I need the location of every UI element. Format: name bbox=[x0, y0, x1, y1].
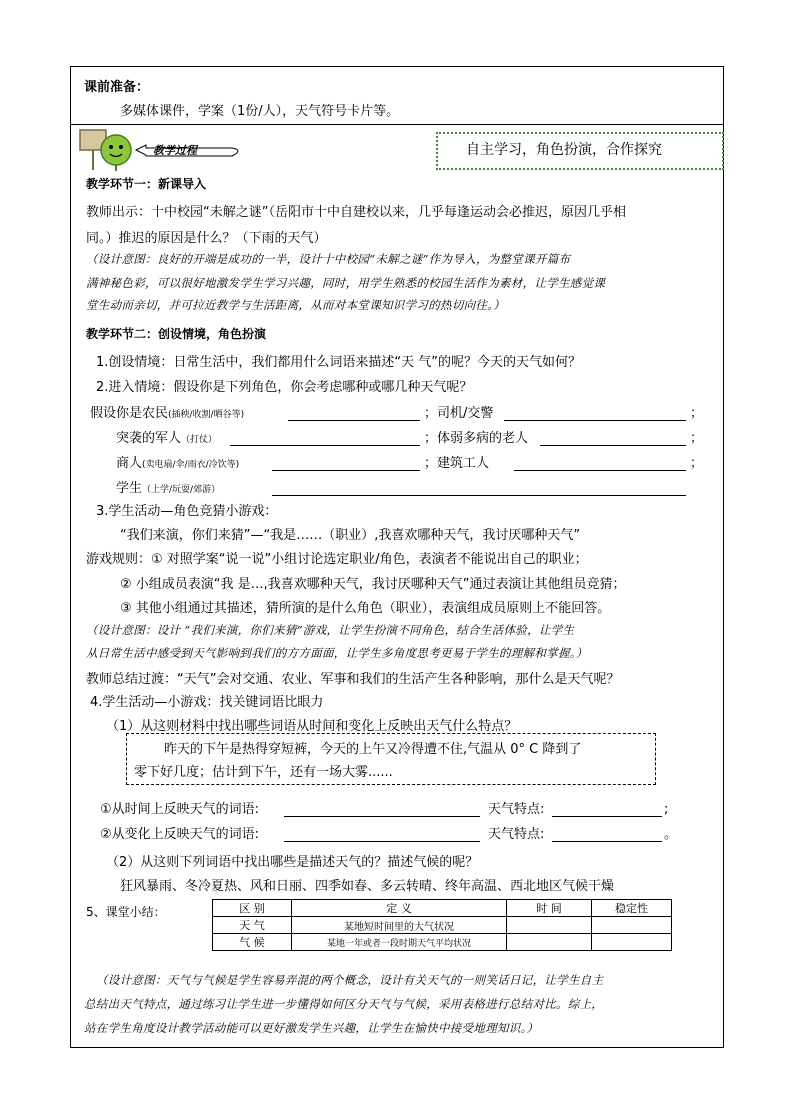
summary-note3: 站在学生角度设计教学活动能可以更好激发学生兴趣，让学生在愉快中接受地理知识。） bbox=[84, 1021, 539, 1035]
table-header-row bbox=[213, 900, 672, 917]
word-list: 狂风暴雨、冬冷夏热、风和日丽、四季如春、多云转晴、终年高温、西北地区气候干燥 bbox=[120, 879, 615, 894]
section2-item2: 2.进入情境：假设你是下列角色，你会考虑哪种或哪几种天气呢？ bbox=[96, 380, 473, 395]
summary-note2: 总结出天气特点，通过练习让学生进一步懂得如何区分天气与气候，采用表格进行总结对比。综上， bbox=[84, 997, 604, 1011]
section2-item1: 1.创设情境：日常生活中，我们都用什么词语来描述“天 气”的呢？今天的天气如何？ bbox=[96, 355, 582, 370]
table-cell: 天 气 bbox=[213, 917, 292, 934]
role-end-1: ； bbox=[690, 406, 704, 421]
blank-driver[interactable] bbox=[504, 408, 686, 421]
motto-text: 自主学习，角色扮演，合作探究 bbox=[466, 142, 662, 158]
blank-elderly[interactable] bbox=[540, 433, 686, 446]
blank-time-words[interactable] bbox=[284, 804, 480, 817]
section2-title: 教学环节二：创设情境，角色扮演 bbox=[86, 327, 267, 341]
role-driver: ；司机/交警 bbox=[424, 406, 494, 421]
game-rule2: ② 小组成员表演“我 是…,我喜欢哪种天气，我讨厌哪种天气”通过表演让其他组员竞猜； bbox=[120, 577, 626, 592]
summary-label: 5、课堂小结： bbox=[86, 905, 166, 919]
section1-title: 教学环节一：新课导入 bbox=[86, 177, 207, 191]
section2-note1: （设计意图：设计 “我们来演，你们来猜”游戏，让学生扮演不同角色，结合生活体验，让学生 bbox=[86, 623, 575, 637]
transition-text: 教师总结过渡：“天气”会对交通、农业、军事和我们的生活产生各种影响，那什么是天气呢？ bbox=[86, 672, 620, 687]
blank-soldier[interactable] bbox=[230, 433, 420, 446]
section1-line2: 同。）推迟的原因是什么？（下雨的天气） bbox=[86, 231, 327, 246]
fill-change-label: ②从变化上反映天气的词语: bbox=[100, 827, 260, 842]
table-cell: 气 候 bbox=[213, 934, 292, 951]
role-elderly: ；体弱多病的老人 bbox=[424, 431, 529, 446]
table-cell[interactable] bbox=[507, 934, 592, 951]
summary-note1: （设计意图：天气与气候是学生容易弄混的两个概念，设计有关天气的一则笑话日记，让学生自主 bbox=[96, 973, 604, 987]
blank-worker[interactable] bbox=[514, 458, 686, 471]
blank-time-feature[interactable] bbox=[552, 804, 662, 817]
blank-farmer[interactable] bbox=[288, 408, 420, 421]
fill-change-feature: 天气特点: bbox=[488, 827, 545, 842]
section1-note3: 堂生动而亲切，并可拉近教学与生活距离，从而对本堂课知识学习的热切向往。） bbox=[86, 298, 506, 312]
role-soldier: 突袭的军人（打仗） bbox=[116, 431, 218, 446]
game-rule1: 游戏规则：① 对照学案“说一说”小组讨论选定职业/角色，表演者不能说出自己的职业； bbox=[86, 552, 588, 567]
table-cell: 某地一年或者一段时期天气平均状况 bbox=[292, 934, 507, 951]
blank-student[interactable] bbox=[272, 483, 686, 496]
question-2: （2）从这则下列词语中找出哪些是描述天气的？描述气候的呢？ bbox=[106, 855, 479, 870]
fill-time-label: ①从时间上反映天气的词语: bbox=[100, 802, 260, 817]
section1-note1: （设计意图：良好的开端是成功的一半，设计十中校园“未解之谜”作为导入，为整堂课开篇布 bbox=[86, 252, 571, 266]
table-cell: 某地短时间里的大气状况 bbox=[292, 917, 507, 934]
role-end-3: ； bbox=[690, 456, 704, 471]
table-cell[interactable] bbox=[592, 934, 672, 951]
role-farmer: 假设你是农民(插秧/收割/晒谷等) bbox=[90, 406, 245, 421]
summary-table bbox=[212, 899, 672, 951]
table-cell[interactable] bbox=[507, 917, 592, 934]
fill-change-end: 。 bbox=[664, 827, 678, 842]
header-cell: 定 义 bbox=[292, 900, 507, 917]
table-cell[interactable] bbox=[592, 917, 672, 934]
fill-time-feature: 天气特点: bbox=[488, 802, 545, 817]
game-title: “我们来演，你们来猜”—“我是……（职业）,我喜欢哪种天气，我讨厌哪种天气” bbox=[120, 528, 581, 543]
section2-note2: 从日常生活中感受到天气影响到我们的方方面面，让学生多角度思考更易于学生的理解和掌握。） bbox=[86, 646, 588, 660]
header-cell: 时 间 bbox=[507, 900, 592, 917]
material-line1: 昨天的下午是热得穿短裤，今天的上午又冷得遭不住,气温从 0° C 降到了 bbox=[164, 742, 582, 757]
role-merchant: 商人(卖电扇/伞/雨衣/冷饮等) bbox=[116, 456, 240, 471]
game-rule3: ③ 其他小组通过其描述，猜所演的是什么角色（职业），表演组成员原则上不能回答。 bbox=[120, 601, 611, 616]
blank-change-words[interactable] bbox=[284, 829, 480, 842]
role-end-2: ； bbox=[690, 431, 704, 446]
header-cell: 稳定性 bbox=[592, 900, 672, 917]
header-cell: 区 别 bbox=[213, 900, 292, 917]
banner-label: 教学过程 bbox=[153, 144, 197, 157]
table-row bbox=[213, 934, 672, 951]
frame-divider bbox=[70, 124, 724, 125]
section1-note2: 满神秘色彩，可以很好地激发学生学习兴趣，同时，用学生熟悉的校园生活作为素材，让学生感觉课 bbox=[86, 276, 606, 290]
question-1: （1）从这则材料中找出哪些词语从时间和变化上反映出天气什么特点？ bbox=[106, 719, 518, 734]
fill-time-end: ; bbox=[664, 802, 669, 817]
section1-line1: 教师出示：十中校园“未解之谜”（岳阳市十中自建校以来，几乎每逢运动会必推迟，原因几乎相 bbox=[86, 205, 626, 220]
blank-merchant[interactable] bbox=[272, 458, 420, 471]
section2-item3: 3.学生活动—角色竞猜小游戏： bbox=[96, 504, 278, 519]
prep-content: 多媒体课件，学案（1份/人），天气符号卡片等。 bbox=[120, 104, 400, 119]
table-row bbox=[213, 917, 672, 934]
role-worker: ；建筑工人 bbox=[424, 456, 490, 471]
prep-title: 课前准备： bbox=[84, 80, 150, 95]
role-student: 学生（上学/玩耍/郊游） bbox=[116, 481, 221, 496]
section2-item4: 4.学生活动—小游戏：找关键词语比眼力 bbox=[90, 695, 324, 710]
material-line2: 零下好几度；估计到下午，还有一场大雾...... bbox=[134, 765, 393, 780]
blank-change-feature[interactable] bbox=[552, 829, 662, 842]
